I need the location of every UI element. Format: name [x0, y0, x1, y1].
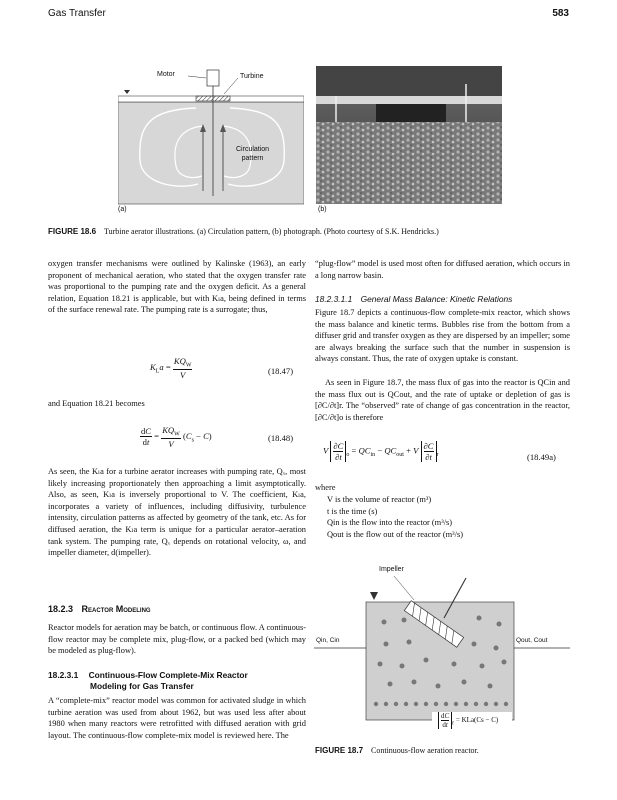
figure-18-6-caption-label: FIGURE 18.6 — [48, 227, 97, 236]
figure-18-6-caption — [48, 227, 568, 237]
water-level-marker — [370, 592, 378, 600]
turbine-blades — [196, 96, 230, 101]
definition-time: t is the time (s) — [327, 506, 378, 516]
outflow-label: Qout, Cout — [516, 637, 548, 644]
left-column-para3: Reactor models for aeration may be batch, or continuous flow. A continuous-flow reactor may be complete mix, plug-flow, or a packed bed (which may be modeled as plug-flow). — [48, 623, 306, 656]
figure-18-7-caption — [315, 746, 570, 756]
where-label: where — [315, 483, 336, 492]
page-number: 583 — [552, 8, 569, 19]
impeller-leader — [394, 576, 414, 600]
section-heading-18-2-3 — [48, 604, 151, 614]
figure-18-7-caption-label: FIGURE 18.7 — [315, 746, 364, 755]
turbine-leader — [224, 78, 238, 94]
figure-18-6b-photograph — [316, 66, 502, 204]
figure-18-7-caption-text: Continuous-flow aeration reactor. — [371, 746, 479, 755]
subsection-heading-18-2-3-1 — [48, 670, 306, 692]
right-column-para3: As seen in Figure 18.7, the mass flux of gas into the reactor is QCin and the mass flux out is QCout, and the rate of uptake or depletion of gas is [∂C/∂t]r. The “observed” rate of change of gas concentration in the reactor, [∂C/∂t]o is therefore — [315, 378, 570, 422]
right-column-para2: Figure 18.7 depicts a continuous-flow complete-mix reactor, which shows the mass balance and kinetic terms. Bubbles rise from the bottom from a diffuser grid and transfer oxygen as they are dispersed by an impeller; some are always breaking the surface such that the number in suspension is always constant. Thus, the rate of oxygen uptake is constant. — [315, 308, 570, 364]
circulation-label-line1: Circulation — [236, 146, 270, 153]
circulation-label-line2: pattern — [241, 155, 264, 162]
subsection-title-line1: Continuous-Flow Complete-Mix Reactor — [88, 670, 248, 680]
equation-18-49a: V $\frac{\partial C}{\partial t}$ $_o = QC_{in} - QC_{out} + V$ $\frac{\partial C}{\partial t}$ $_r$ — [323, 441, 439, 462]
photo-walkway — [316, 96, 502, 104]
water-level-marker — [124, 90, 130, 94]
left-column-between-text: and Equation 18.21 becomes — [48, 399, 145, 408]
heading-title: General Mass Balance: Kinetic Relations — [360, 294, 513, 304]
equation-18-47-number: (18.47) — [268, 366, 294, 376]
panel-a-label: (a) — [118, 206, 127, 213]
rate-expression-rhs: = KLa(Cs − C) — [455, 716, 499, 725]
inflow-label: Qin, Cin — [316, 637, 340, 644]
equation-18-49a-number: (18.49a) — [527, 452, 556, 462]
right-column-para1: “plug-flow” model is used most often for diffused aeration, which occurs in a long narrow basin. — [315, 259, 570, 280]
running-title: Gas Transfer — [48, 8, 106, 19]
impeller-label: Impeller — [379, 566, 404, 573]
circulation-label — [236, 145, 269, 163]
equation-18-48-number: (18.48) — [268, 433, 294, 443]
section-number: 18.2.3 — [48, 604, 74, 614]
left-column-para2: As seen, the Kₗa for a turbine aerator increases with pumping rate, Qₓ, most likely increasing proportionately then approaching a limit asymptotically. Also, as seen, Kₗa is inversely proportional to V. The coefficient, Kₗa, incorporates a variety of influences, including diffusivity, turbulence intensity, circulation patterns as affected by geometry of the tank, etc. As for diffused aeration, the Kₗa term is unique for a particular aerator–aeration tank system. The pumping rate, Qₓ depends on rotational velocity, ω, and impeller diameter, d(impeller). — [48, 467, 306, 558]
motor-label: Motor — [157, 71, 175, 78]
motor-box — [207, 70, 219, 86]
tank-water — [118, 102, 304, 204]
definition-flow-in: Qin is the flow into the reactor (m³/s) — [327, 518, 453, 528]
left-column-para4: A “complete-mix” reactor model was common for activated sludge in which turbine aeration was used from about 1962, but was used less after about 1980 when many reactors were retrofitted with diffused aeration with grid layout. The continuous-flow complete-mix model is reviewed here. The — [48, 696, 306, 740]
figure-18-6a-schematic — [118, 66, 304, 218]
figure-18-6-caption-text: Turbine aerator illustrations. (a) Circulation pattern, (b) photograph. (Photo courtesy of S.K. Hendricks.) — [104, 227, 439, 236]
heading-number: 18.2.3.1.1 — [315, 294, 353, 304]
left-column-para1: oxygen transfer mechanisms were outlined by Kalinske (1963), an early proponent of mechanical aeration, who stated that the oxygen transfer rate was proportional to the pumping rate and the oxygen deficit. As a general relation, Equation 18.21 is applicable, but with Kₗa, being defined in terms of the surface renewal rate. The pumping rate is a surrogate; thus, — [48, 259, 306, 315]
section-title: Reactor Modeling — [81, 604, 151, 614]
panel-b-label: (b) — [318, 206, 327, 213]
equation-18-48: $\frac{dC}{dt}$ = $KQ_W$ V $(C_s - C)$ — [141, 425, 212, 449]
rate-expression: $\frac{dC}{dt}$ $_r$ = KLa(Cs − C) — [438, 712, 498, 729]
photo-shade — [316, 122, 502, 204]
heading-18-2-3-1-1 — [315, 294, 512, 304]
page-header — [48, 8, 569, 24]
motor-leader — [188, 76, 206, 78]
definition-volume: V is the volume of reactor (m³) — [327, 495, 432, 504]
photo-aerator-structure — [376, 104, 446, 122]
subsection-title-line2: Modeling for Gas Transfer — [90, 681, 194, 691]
equation-18-47: $K_La$ = $KQ_W$ V — [150, 356, 192, 380]
reactor-tank — [366, 602, 514, 720]
variable-definitions — [327, 494, 567, 540]
photo-back-wall — [316, 66, 502, 96]
subsection-number: 18.2.3.1 — [48, 670, 79, 680]
turbine-label: Turbine — [240, 73, 264, 80]
definition-flow-out: Qout is the flow out of the reactor (m³/s) — [327, 529, 464, 539]
